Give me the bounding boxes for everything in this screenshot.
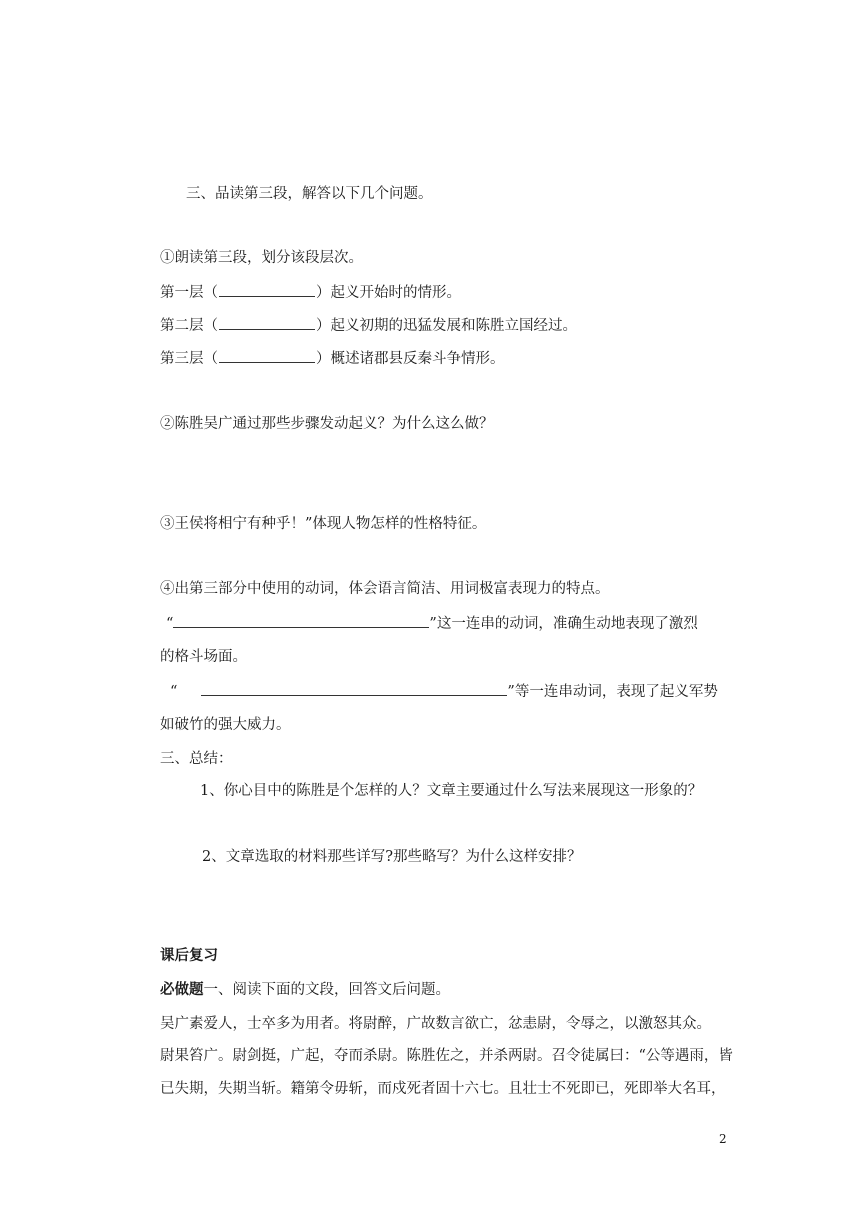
q1-prompt: ①朗读第三段，划分该段层次。 <box>160 250 363 266</box>
page-number: 2 <box>719 1132 727 1146</box>
q4-close-2: ”等一连串动词，表现了起义军势 <box>507 684 718 700</box>
layer-3 <box>160 349 505 369</box>
q4-fill-line-2 <box>170 681 718 702</box>
q4-open-quote-2: “ <box>170 684 178 700</box>
q4-cont-1: 的格斗场面。 <box>160 649 247 665</box>
layer-2-suffix: ）起义初期的迅猛发展和陈胜立国经过。 <box>316 318 577 334</box>
layer-1 <box>160 283 461 303</box>
layer-2-blank <box>219 317 315 330</box>
q4-fill-line-1 <box>166 613 698 634</box>
q4-prompt: ④出第三部分中使用的动词，体会语言简洁、用词极富表现力的特点。 <box>160 581 610 597</box>
must-do-label: 必做题 <box>160 981 204 998</box>
layer-2 <box>160 316 577 336</box>
q4-open-quote-1: “ <box>166 616 174 632</box>
layer-3-blank <box>219 350 315 363</box>
layer-1-prefix: 第一层（ <box>160 285 218 301</box>
summary-q1: 1、你心目中的陈胜是个怎样的人？文章主要通过什么写法来展现这一形象的？ <box>200 783 703 799</box>
summary-title: 三、总结： <box>160 751 233 767</box>
section3-title: 三、品读第三段，解答以下几个问题。 <box>186 186 433 202</box>
review-title: 课后复习 <box>160 947 218 964</box>
passage-line-2: 尉果笞广。尉剑挺，广起，夺而杀尉。陈胜佐之，并杀两尉。召令徒属曰：“公等遇雨，皆 <box>160 1048 733 1064</box>
passage-line-1: 吴广素爱人，士卒多为用者。将尉醉，广故数言欲亡，忿恚尉，令辱之，以激怒其众。 <box>160 1016 711 1032</box>
layer-3-prefix: 第三层（ <box>160 351 218 367</box>
q4-cont-2: 如破竹的强大威力。 <box>160 717 291 733</box>
q4-blank-2 <box>201 681 507 696</box>
passage-line-3: 已失期，失期当斩。籍第令毋斩，而戍死者固十六七。且壮士不死即已，死即举大名耳， <box>160 1081 726 1097</box>
must-do-line <box>160 980 450 1000</box>
q4-blank-1 <box>173 613 429 628</box>
layer-1-blank <box>219 284 315 297</box>
q2-prompt: ②陈胜吴广通过那些步骤发动起义？为什么这么做？ <box>160 416 494 432</box>
layer-3-suffix: ）概述诸郡县反秦斗争情形。 <box>316 351 505 367</box>
layer-1-suffix: ）起义开始时的情形。 <box>316 285 461 301</box>
summary-q2: 2、文章选取的材料那些详写?那些略写？为什么这样安排？ <box>202 849 582 865</box>
must-do-text: 一、阅读下面的文段，回答文后问题。 <box>203 982 450 998</box>
layer-2-prefix: 第二层（ <box>160 318 218 334</box>
q3-prompt: ③王侯将相宁有种乎！”体现人物怎样的性格特征。 <box>160 516 487 532</box>
q4-close-1: ”这一连串的动词，准确生动地表现了激烈 <box>429 616 698 632</box>
